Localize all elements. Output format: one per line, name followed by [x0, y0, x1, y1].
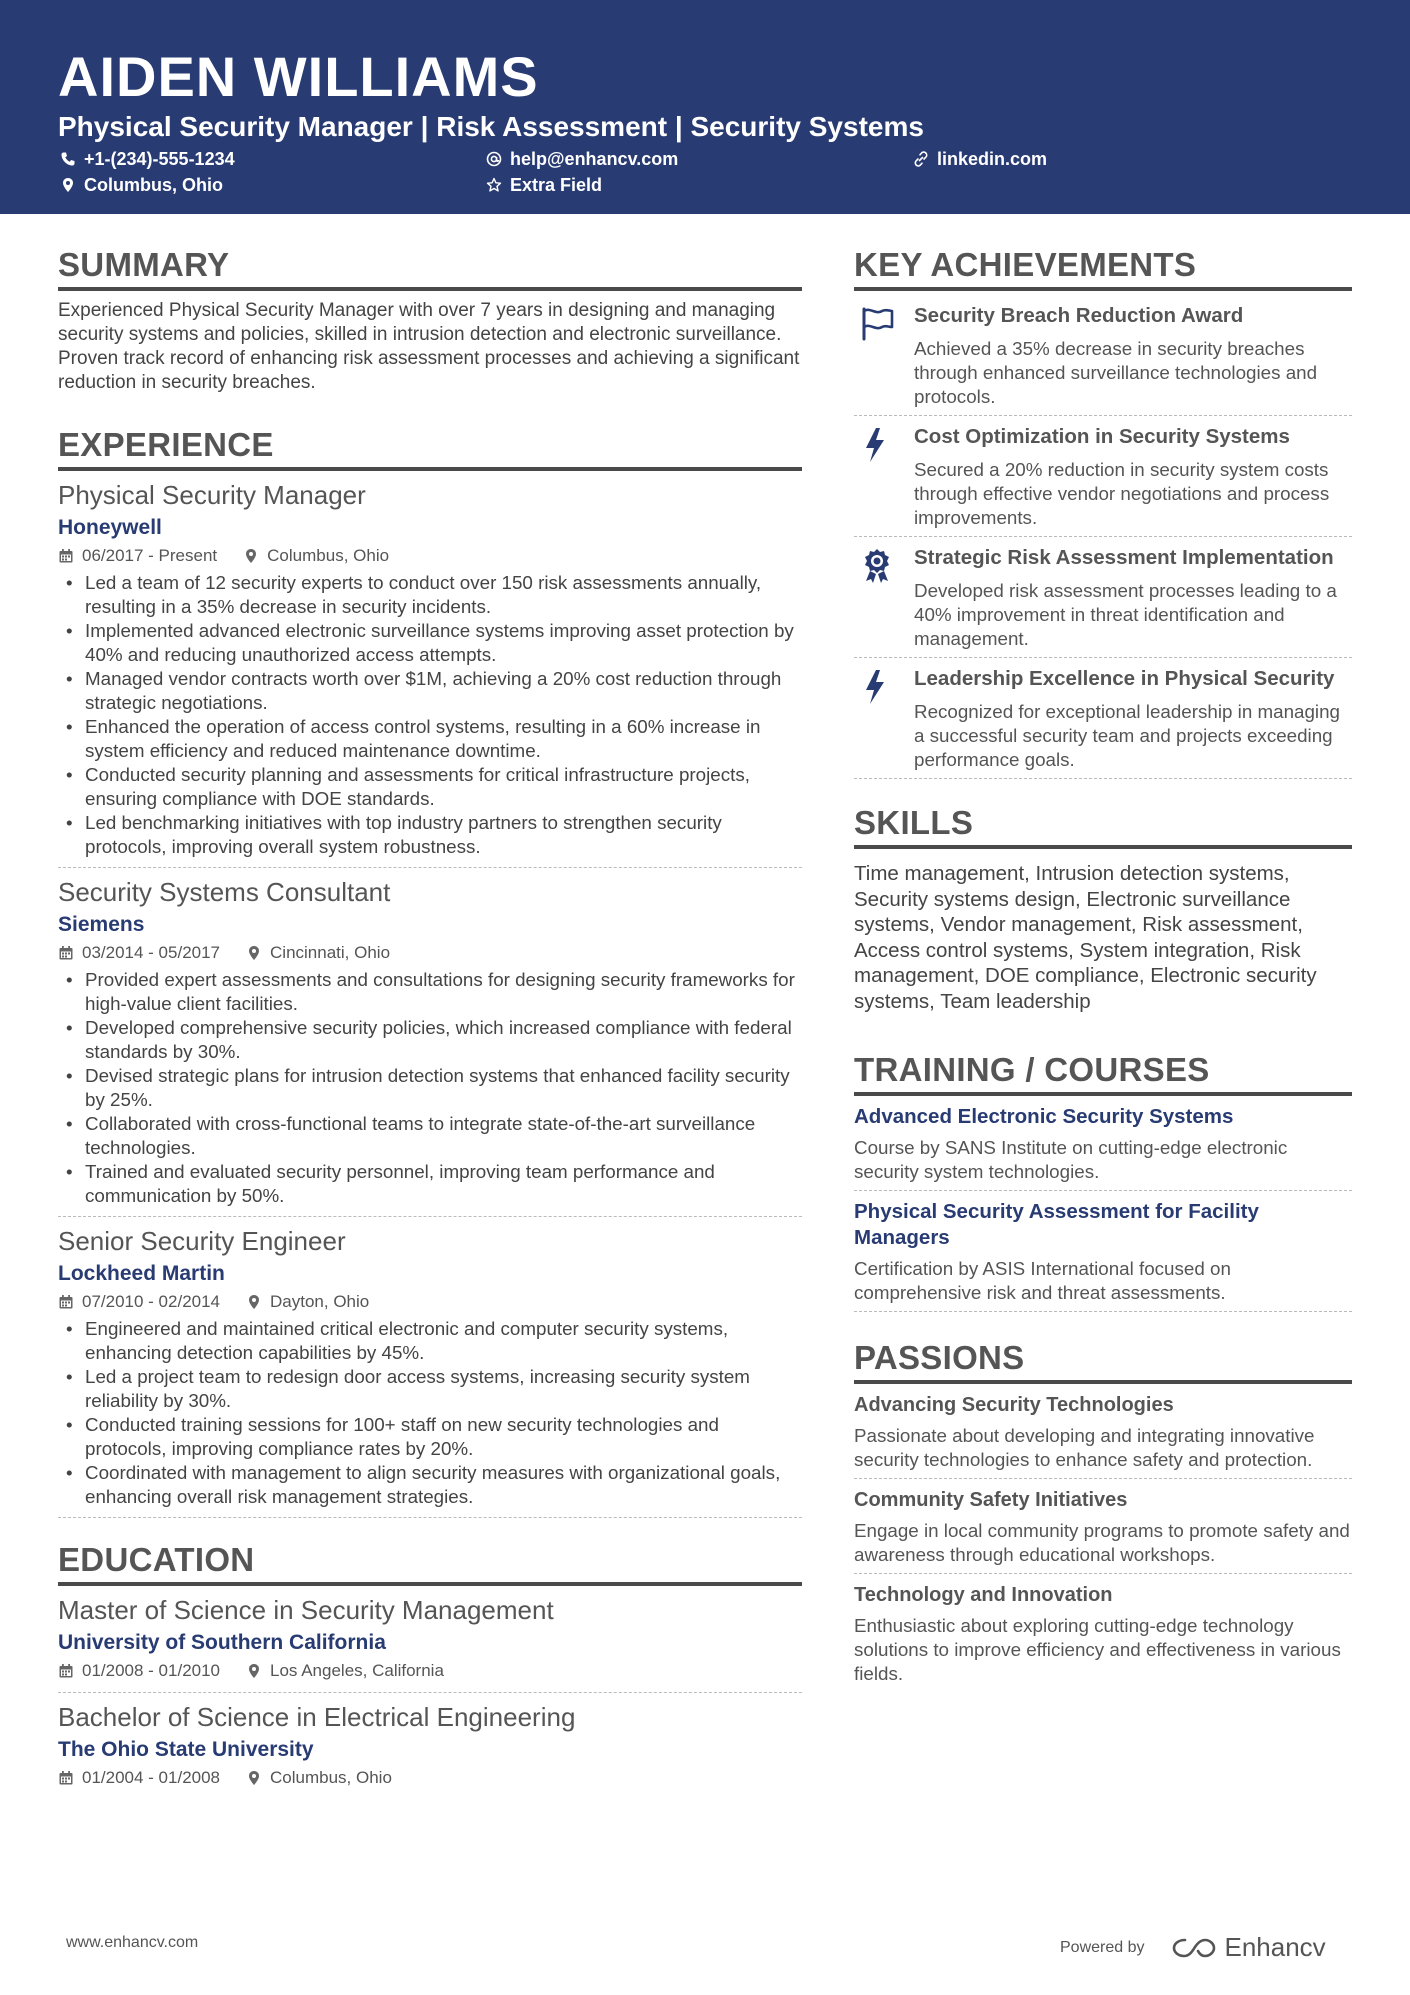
bullet-item: • Engineered and maintained critical electronic and computer security systems, enhancing detection capabilities by 45%. — [58, 1317, 802, 1365]
course-title: Physical Security Assessment for Facility Managers — [854, 1200, 1259, 1249]
job-bullets — [58, 571, 802, 859]
brand-text: Enhancv — [1224, 1932, 1326, 1962]
job-bullets — [58, 1317, 802, 1509]
left-column — [58, 245, 802, 1807]
enhancv-logo[interactable] — [1171, 1932, 1326, 1963]
education-location — [246, 1767, 392, 1789]
education-dates-text: 01/2008 - 01/2010 — [82, 1661, 221, 1680]
achievement-desc: Recognized for exceptional leadership in managing a successful security team and projects exceeding performance goals. — [914, 701, 1340, 770]
calendar-icon — [58, 548, 74, 564]
course-title: Advanced Electronic Security Systems — [854, 1105, 1234, 1128]
training-heading: TRAINING / COURSES — [854, 1050, 1352, 1096]
passion-item — [854, 1392, 1352, 1479]
achievement-item — [854, 662, 1352, 779]
bullet-item: • Conducted training sessions for 100+ staff on new security technologies and protocols, improving compliance rates by 20%. — [58, 1413, 802, 1461]
skills-text: Time management, Intrusion detection systems, Security systems design, Electronic surveillance systems, Vendor management, Risk assessment, Access control systems, System integration, Risk management, DOE compliance, Electronic security systems, Team leadership — [854, 862, 1317, 1013]
school-name: The Ohio State University — [58, 1738, 314, 1761]
course-item — [854, 1104, 1352, 1191]
job-location-text: Dayton, Ohio — [270, 1292, 370, 1311]
bullet-item: • Led a team of 12 security experts to conduct over 150 risk assessments annually, resulting in a 35% decrease in security incidents. — [58, 571, 802, 619]
school-name: University of Southern California — [58, 1631, 386, 1654]
contact-phone[interactable] — [60, 148, 235, 170]
degree-title: Bachelor of Science in Electrical Engineering — [58, 1702, 576, 1732]
bullet-item: • Implemented advanced electronic surveillance systems improving asset protection by 40% and reducing unauthorized access attempts. — [58, 619, 802, 667]
achievement-title: Strategic Risk Assessment Implementation — [914, 546, 1334, 569]
passion-title: Advancing Security Technologies — [854, 1394, 1174, 1416]
location-pin-icon — [60, 177, 76, 193]
education-meta — [58, 1767, 802, 1789]
job-dates-text: 07/2010 - 02/2014 — [82, 1292, 221, 1311]
job-location — [246, 942, 390, 964]
resume-header — [0, 0, 1410, 214]
job-meta — [58, 942, 802, 964]
achievement-title: Cost Optimization in Security Systems — [914, 425, 1290, 448]
achievement-title: Security Breach Reduction Award — [914, 304, 1244, 327]
job-location — [243, 545, 389, 567]
achievement-desc: Developed risk assessment processes leading to a 40% improvement in threat identification and management. — [914, 580, 1337, 649]
bullet-item: • Devised strategic plans for intrusion detection systems that enhanced facility security by 25%. — [58, 1064, 802, 1112]
bullet-item: • Provided expert assessments and consultations for designing security frameworks for high-value client facilities. — [58, 968, 802, 1016]
contact-extra — [486, 174, 602, 196]
experience-heading: EXPERIENCE — [58, 425, 802, 471]
achievement-title: Leadership Excellence in Physical Security — [914, 667, 1335, 690]
education-location-text: Columbus, Ohio — [270, 1768, 392, 1787]
education-dates-text: 01/2004 - 01/2008 — [82, 1768, 221, 1787]
bullet-item: • Led a project team to redesign door access systems, increasing security system reliability by 30%. — [58, 1365, 802, 1413]
job-location-text: Cincinnati, Ohio — [270, 943, 391, 962]
job-dates — [58, 942, 220, 964]
job-dates-text: 03/2014 - 05/2017 — [82, 943, 221, 962]
calendar-icon — [58, 1294, 74, 1310]
job-location-text: Columbus, Ohio — [267, 546, 390, 565]
experience-item — [58, 1225, 802, 1518]
education-heading: EDUCATION — [58, 1540, 802, 1586]
education-item — [58, 1594, 802, 1693]
company-name: Honeywell — [58, 516, 162, 539]
flag-icon — [854, 303, 914, 409]
powered-by-text: Powered by — [1060, 1938, 1145, 1956]
job-location — [246, 1291, 369, 1313]
experience-item — [58, 479, 802, 868]
job-meta — [58, 545, 802, 567]
job-title: Physical Security Manager — [58, 480, 366, 510]
extra-text: Extra Field — [510, 175, 603, 195]
achievement-item — [854, 420, 1352, 537]
experience-item — [58, 876, 802, 1217]
passions-heading: PASSIONS — [854, 1338, 1352, 1384]
course-desc: Certification by ASIS International focused on comprehensive risk and threat assessments. — [854, 1258, 1231, 1303]
linkedin-text: linkedin.com — [937, 149, 1048, 169]
location-text: Columbus, Ohio — [84, 175, 223, 195]
at-icon — [486, 151, 502, 167]
passion-desc: Enthusiastic about exploring cutting-edge technology solutions to improve efficiency and effectiveness in various fields. — [854, 1615, 1341, 1684]
bullet-item: • Conducted security planning and assessments for critical infrastructure projects, ensuring compliance with DOE standards. — [58, 763, 802, 811]
location-pin-icon — [243, 548, 259, 564]
candidate-name: AIDEN WILLIAMS — [58, 45, 539, 108]
education-location — [246, 1660, 444, 1682]
course-desc: Course by SANS Institute on cutting-edge electronic security system technologies. — [854, 1137, 1288, 1182]
bullet-item: • Led benchmarking initiatives with top industry partners to strengthen security protocols, improving overall system robustness. — [58, 811, 802, 859]
bullet-item: • Collaborated with cross-functional teams to integrate state-of-the-art surveillance technologies. — [58, 1112, 802, 1160]
calendar-icon — [58, 1770, 74, 1786]
candidate-title: Physical Security Manager | Risk Assessment | Security Systems — [58, 111, 924, 142]
achievement-item — [854, 541, 1352, 658]
bullet-item: • Coordinated with management to align security measures with organizational goals, enhancing overall risk management strategies. — [58, 1461, 802, 1509]
job-title: Senior Security Engineer — [58, 1226, 346, 1256]
education-item — [58, 1701, 802, 1799]
achievement-desc: Secured a 20% reduction in security system costs through effective vendor negotiations and process improvements. — [914, 459, 1330, 528]
email-text: help@enhancv.com — [510, 149, 679, 169]
job-bullets — [58, 968, 802, 1208]
job-dates-text: 06/2017 - Present — [82, 546, 218, 565]
bullet-item: • Trained and evaluated security personnel, improving team performance and communication by 50%. — [58, 1160, 802, 1208]
achievement-desc: Achieved a 35% decrease in security breaches through enhanced surveillance technologies and protocols. — [914, 338, 1318, 407]
passion-desc: Engage in local community programs to promote safety and awareness through educational workshops. — [854, 1520, 1350, 1565]
degree-title: Master of Science in Security Management — [58, 1595, 554, 1625]
passion-desc: Passionate about developing and integrating innovative security technologies to enhance safety and protection. — [854, 1425, 1315, 1470]
achievement-item — [854, 299, 1352, 416]
achievements-heading: KEY ACHIEVEMENTS — [854, 245, 1352, 291]
contact-location — [60, 174, 223, 196]
job-dates — [58, 1291, 220, 1313]
lightning-icon — [854, 424, 914, 530]
education-dates — [58, 1660, 220, 1682]
right-column — [854, 245, 1352, 1700]
education-meta — [58, 1660, 802, 1682]
footer-url[interactable]: www.enhancv.com — [66, 1934, 199, 1951]
passion-item — [854, 1487, 1352, 1574]
summary-text: Experienced Physical Security Manager with over 7 years in designing and managing security systems and policies, skilled in intrusion detection and electronic surveillance. Proven track record of enhancing risk assessment processes and achieving a significant reduction in security breaches. — [58, 300, 800, 393]
star-icon — [486, 177, 502, 193]
job-title: Security Systems Consultant — [58, 877, 391, 907]
job-dates — [58, 545, 217, 567]
link-icon — [913, 151, 929, 167]
location-pin-icon — [246, 1770, 262, 1786]
location-pin-icon — [246, 1294, 262, 1310]
passion-title: Technology and Innovation — [854, 1584, 1113, 1606]
passion-item — [854, 1582, 1352, 1692]
location-pin-icon — [246, 1663, 262, 1679]
contact-linkedin[interactable] — [913, 148, 1047, 170]
bullet-item: • Enhanced the operation of access control systems, resulting in a 60% increase in system efficiency and reduced maintenance downtime. — [58, 715, 802, 763]
education-dates — [58, 1767, 220, 1789]
summary-heading: SUMMARY — [58, 245, 802, 291]
passion-title: Community Safety Initiatives — [854, 1489, 1128, 1511]
lightning-icon — [854, 666, 914, 772]
course-item — [854, 1199, 1352, 1312]
calendar-icon — [58, 945, 74, 961]
job-meta — [58, 1291, 802, 1313]
bullet-item: • Developed comprehensive security policies, which increased compliance with federal standards by 30%. — [58, 1016, 802, 1064]
skills-heading: SKILLS — [854, 803, 1352, 849]
company-name: Lockheed Martin — [58, 1262, 225, 1285]
location-pin-icon — [246, 945, 262, 961]
phone-icon — [60, 151, 76, 167]
calendar-icon — [58, 1663, 74, 1679]
enhancv-logo-icon — [1171, 1935, 1217, 1961]
footer-powered-by — [1060, 1932, 1326, 1963]
bullet-item: • Managed vendor contracts worth over $1M, achieving a 20% cost reduction through strategic negotiations. — [58, 667, 802, 715]
contact-email[interactable] — [486, 148, 678, 170]
education-location-text: Los Angeles, California — [270, 1661, 444, 1680]
company-name: Siemens — [58, 913, 145, 936]
award-icon — [854, 545, 914, 651]
phone-text: +1-(234)-555-1234 — [84, 149, 235, 169]
